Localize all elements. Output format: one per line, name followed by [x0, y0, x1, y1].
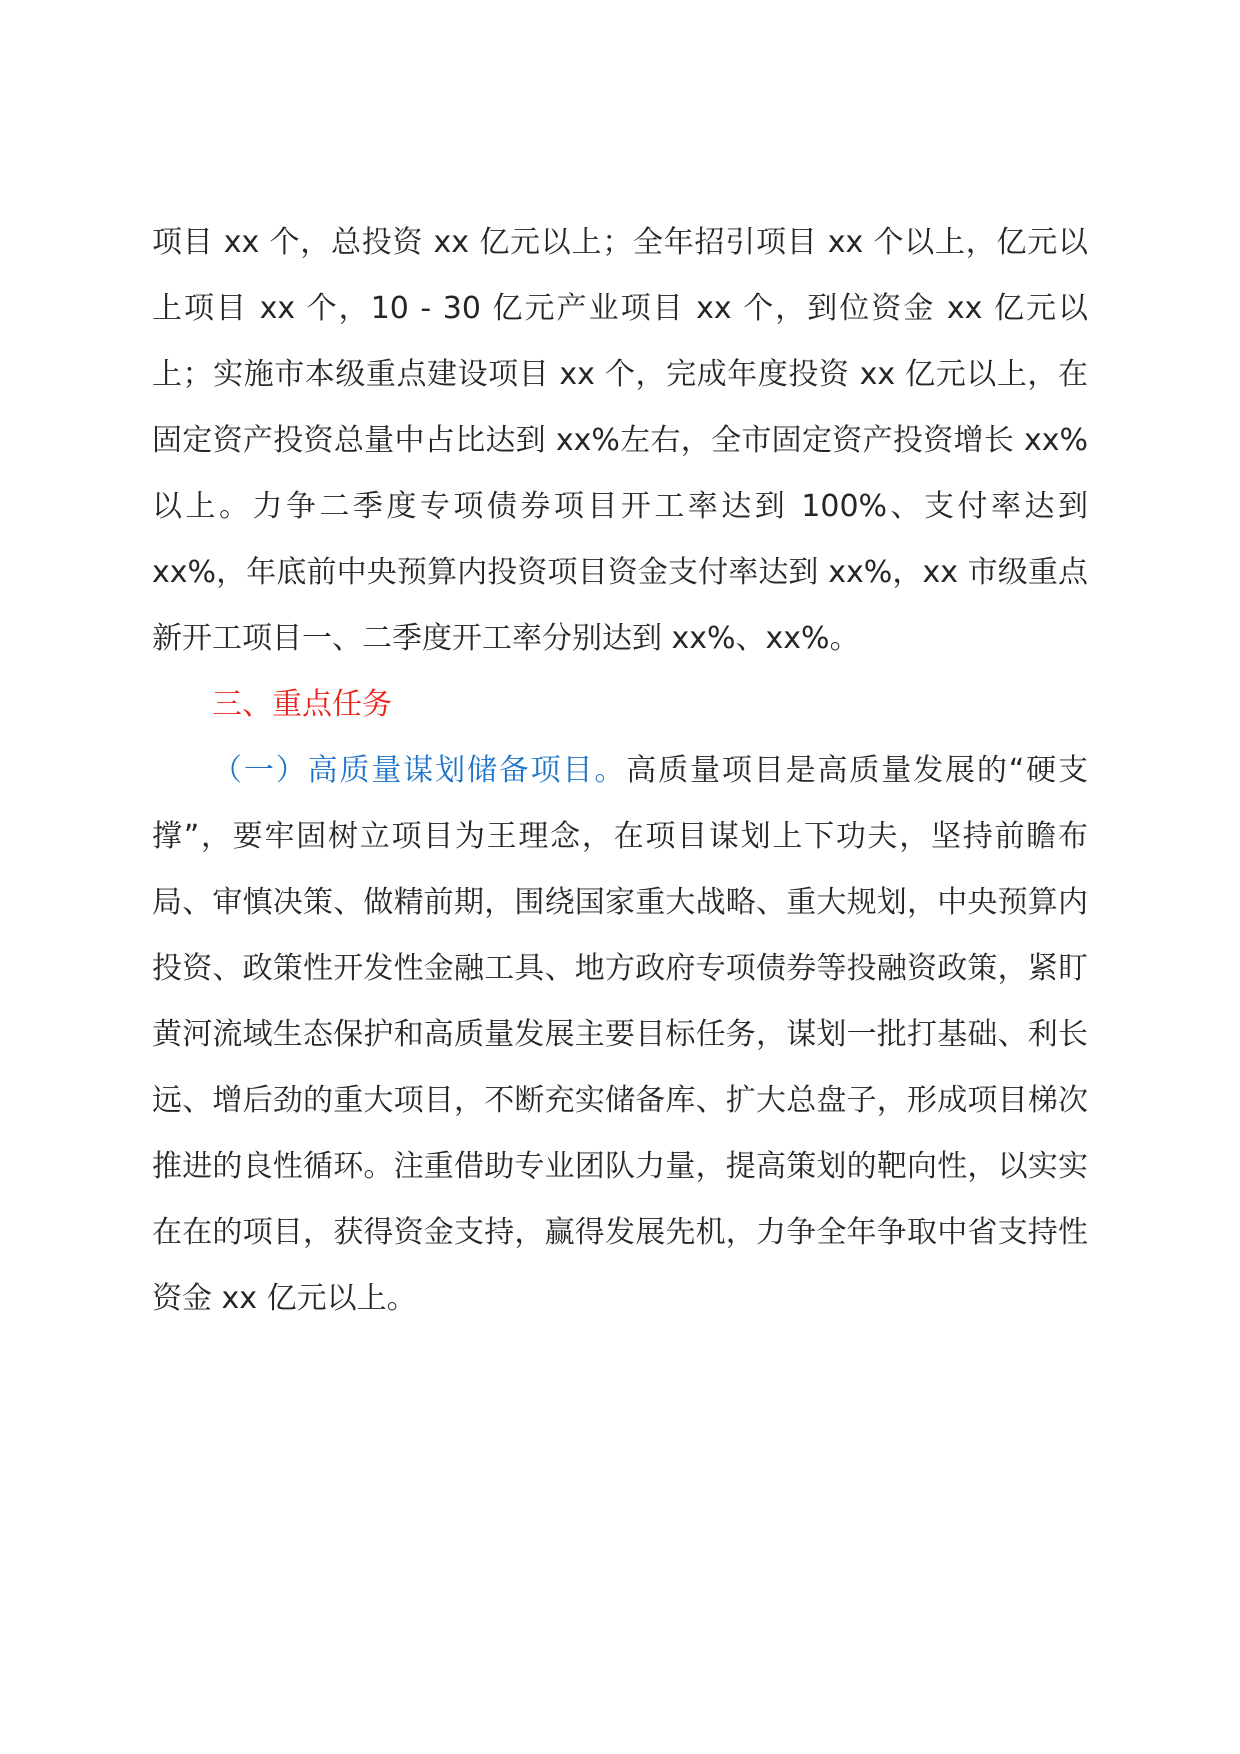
subsection-paragraph: [152, 738, 1088, 1332]
subsection-body-text: 高质量项目是高质量发展的“硬支撑”，要牢固树立项目为王理念，在项目谋划上下功夫，坚持前瞻布局、审慎决策、做精前期，围绕国家重大战略、重大规划，中央预算内投资、政策性开发性金融工具、地方政府专项债券等投融资政策，紧盯黄河流域生态保护和高质量发展主要目标任务，谋划一批打基础、利长远、增后劲的重大项目，不断充实储备库、扩大总盘子，形成项目梯次推进的良性循环。注重借助专业团队力量，提高策划的靶向性，以实实在在的项目，获得资金支持，赢得发展先机，力争全年争取中省支持性资金 xx 亿元以上。: [152, 753, 1088, 1316]
section-heading: 三、重点任务: [212, 687, 392, 722]
document-body: [152, 210, 1088, 1332]
subsection-heading: （一）高质量谋划储备项目。: [212, 753, 627, 788]
body-paragraph: 项目 xx 个，总投资 xx 亿元以上；全年招引项目 xx 个以上，亿元以上项目 xx 个，10 - 30 亿元产业项目 xx 个，到位资金 xx 亿元以上；实施市本级重点建设项目 xx 个，完成年度投资 xx 亿元以上，在固定资产投资总量中占比达到 xx%左右，全市固定资产投资增长 xx%以上。力争二季度专项债券项目开工率达到 100%、支付率达到 xx%，年底前中央预算内投资项目资金支付率达到 xx%，xx 市级重点新开工项目一、二季度开工率分别达到 xx%、xx%。: [152, 225, 1088, 656]
